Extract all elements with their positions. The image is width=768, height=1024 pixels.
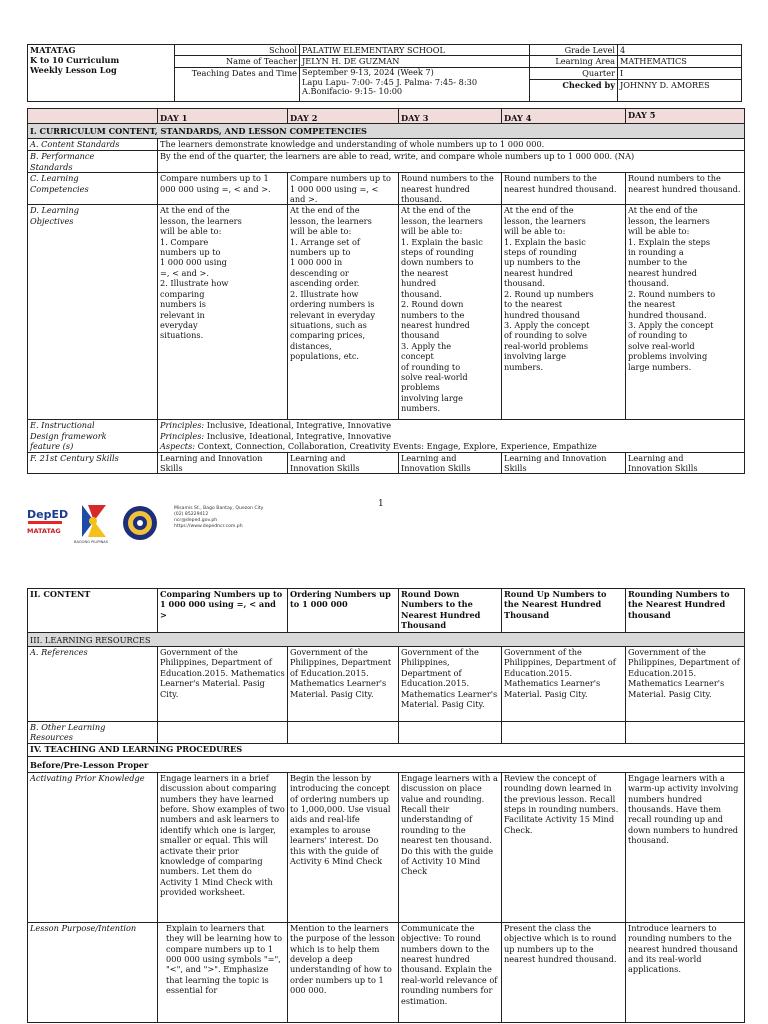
page-2: [0, 575, 768, 1024]
deped-seal-graphic: [122, 505, 158, 541]
purpose-day-2: Mention to the learners the purpose of the lesson which is to help them develop a deep understanding of how to order numbers up to 1 000 000.: [288, 922, 399, 1022]
header-table: [27, 44, 742, 102]
content-table: [27, 588, 745, 1023]
other-resources-day-5: [626, 722, 745, 744]
reference-day-5: Government of the Philippines, Department of Education.2015. Mathematics Learner's Material. Pasig City.: [626, 647, 745, 722]
address-line-1: Misamis St., Bago Bantay, Quezon City: [174, 506, 264, 511]
content-day-3: Round Down Numbers to the Nearest Hundred Thousand: [399, 589, 502, 633]
footer-address: [174, 506, 263, 530]
other-resources-day-2: [288, 722, 399, 744]
other-resources-day-4: [502, 722, 626, 744]
purpose-day-1: Explain to learners that they will be learning how to compare numbers up to 1 000 000 using symbols "=", "<", and ">". Emphasize that learning the topic is essential for: [158, 922, 288, 1022]
day-header-blank: [28, 109, 158, 124]
activating-day-1: Engage learners in a brief discussion about comparing numbers they have learned before. Show examples of two numbers and ask learners to identify which one is larger, smaller or equal. This will activate their prior knowledge of comparing numbers. Let them do Activity 1 Mind Check with provided worksheet.: [158, 772, 288, 922]
aspects-label: Aspects:: [160, 441, 196, 452]
aspects-value: Context, Connection, Collaboration, Creativity Events: Engage, Explore, Experience, Empathize: [195, 441, 597, 452]
footer-logos: [26, 499, 426, 547]
activating-day-3: Engage learners with a discussion on place value and rounding. Recall their understanding of rounding to the nearest ten thousand. Do this with the guide of Activity 10 Mind Check: [399, 772, 502, 922]
section-4-subtitle: Before/Pre-Lesson Proper: [28, 756, 745, 772]
day-header-3: DAY 3: [399, 109, 502, 124]
deped-seal: [122, 505, 158, 541]
purpose-day-5: Introduce learners to rounding numbers to the nearest hundred thousand and its real-world applications.: [626, 922, 745, 1022]
competencies-label: C. Learning Competencies: [28, 173, 158, 205]
address-line-2: (02) 85229412: [174, 512, 209, 517]
principles-value: Inclusive, Ideational, Integrative, Innovative: [204, 420, 392, 431]
day-header-5: DAY 5: [626, 109, 745, 124]
skills-day-4: Learning and Innovation Skills: [502, 452, 626, 474]
content-day-4: Round Up Numbers to the Nearest Hundred Thousand: [502, 589, 626, 633]
activating-day-5: Engage learners with a warm-up activity involving numbers hundred thousands. Have them recall rounding up and down numbers to hundred thousand.: [626, 772, 745, 922]
activating-day-2: Begin the lesson by introducing the concept of ordering numbers up to 1,000,000. Use visual aids and real-life examples to arouse learners' interest. Do this with the guide of Activity 6 Mind Check: [288, 772, 399, 922]
page-gap: [0, 555, 768, 575]
section-1-title: I. CURRICULUM CONTENT, STANDARDS, AND LESSON COMPETENCIES: [28, 124, 745, 139]
grade-label: Grade Level: [530, 45, 618, 56]
reference-day-4: Government of the Philippines, Department of Education.2015. Mathematics Learner's Material. Pasig City.: [502, 647, 626, 722]
instructional-label: E. Instructional Design framework feature (s): [28, 420, 158, 452]
page-number: 1: [378, 499, 384, 509]
principles-value-2: Inclusive, Ideational, Integrative, Innovative: [204, 430, 392, 441]
dates-value: September 9-13, 2024 (Week 7) Lapu Lapu- 7:00- 7:45 J. Palma- 7:45- 8:30 A.Bonifacio- 9:15- 10:00: [300, 67, 530, 101]
address-line-4: https://www.depedncr.com.ph: [174, 524, 243, 529]
header-title: [28, 45, 175, 102]
school-label: School: [175, 45, 300, 56]
skills-day-3: Learning and Innovation Skills: [399, 452, 502, 474]
dates-label: Teaching Dates and Time: [175, 67, 300, 101]
bagong-pilipinas-text: BAGONG PILIPINAS: [74, 540, 109, 544]
teacher-value: JELYN H. DE GUZMAN: [300, 56, 530, 67]
quarter-value: I: [618, 67, 742, 79]
content-label: II. CONTENT: [28, 589, 158, 633]
purpose-day-3: Communicate the objective: To round numbers down to the nearest hundred thousand. Explain the real-world relevance of rounding numbers for estimation.: [399, 922, 502, 1022]
header-title-line-1: MATATAG: [30, 45, 76, 55]
day-header-1: DAY 1: [158, 109, 288, 124]
objective-day-2: At the end of the lesson, the learners will be able to: 1. Arrange set of numbers up to 1 000 000 in descending or ascending order. 2. Illustrate how ordering numbers is relevant in everyday situations, such as comparing prices, distances, populations, etc.: [288, 205, 399, 420]
competency-day-2: Compare numbers up to 1 000 000 using =, < and >.: [288, 173, 399, 205]
reference-day-3: Government of the Philippines, Department of Education.2015. Mathematics Learner's Material. Pasig City.: [399, 647, 502, 722]
competency-day-1: Compare numbers up to 1 000 000 using =, < and >.: [158, 173, 288, 205]
principles-label-2: Principles:: [160, 430, 205, 441]
skills-day-5: Learning and Innovation Skills: [626, 452, 745, 474]
references-label: A. References: [28, 647, 158, 722]
reference-day-1: Government of the Philippines, Department of Education.2015. Mathematics Learner's Material. Pasig City.: [158, 647, 288, 722]
other-resources-day-1: [158, 722, 288, 744]
reference-day-2: Government of the Philippines, Department of Education.2015. Mathematics Learner's Material. Pasig City.: [288, 647, 399, 722]
quarter-label: Quarter: [530, 67, 618, 79]
skills-label: F. 21st Century Skills: [28, 452, 158, 474]
principles-line-1: [160, 420, 742, 430]
teacher-label: Name of Teacher: [175, 56, 300, 67]
aspects-line: [160, 441, 742, 451]
skills-day-1: Learning and Innovation Skills: [158, 452, 288, 474]
other-resources-label: B. Other Learning Resources: [28, 722, 158, 744]
objective-day-4: At the end of the lesson, the learners will be able to: 1. Explain the basic steps of rounding up numbers to the nearest hundred thousand. 2. Round up numbers to the nearest hundred thousand 3. Apply the concept of rounding to solve real-world problems involving large numbers.: [502, 205, 626, 420]
content-day-5: Rounding Numbers to the Nearest Hundred thousand: [626, 589, 745, 633]
header-title-line-2: K to 10 Curriculum: [30, 55, 120, 65]
deped-logo-text: DepED: [27, 508, 69, 521]
deped-logo: [26, 503, 69, 537]
checked-label: Checked by: [530, 79, 618, 101]
day-header-2: DAY 2: [288, 109, 399, 124]
address-line-3: ncr@deped.gov.ph: [174, 518, 218, 523]
objective-day-1: At the end of the lesson, the learners will be able to: 1. Compare numbers up to 1 000 000 using =, < and >. 2. Illustrate how comparing numbers is relevant in everyday situations.: [158, 205, 288, 420]
resources-title: III. LEARNING RESOURCES: [28, 633, 745, 647]
grade-value: 4: [618, 45, 742, 56]
objectives-label: D. Learning Objectives: [28, 205, 158, 420]
objective-day-5: At the end of the lesson, the learners will be able to: 1. Explain the steps in rounding a number to the nearest hundred thousand. 2. Round numbers to the nearest hundred thousand. 3. Apply the concept of rounding to solve real-world problems involving large numbers.: [626, 205, 745, 420]
content-standards-value: The learners demonstrate knowledge and understanding of whole numbers up to 1 000 000.: [158, 139, 745, 151]
header-title-line-3: Weekly Lesson Log: [30, 65, 117, 75]
performance-value: By the end of the quarter, the learners are able to read, write, and compare whole numbers up to 1 000 000. (NA): [158, 151, 745, 173]
competency-day-5: Round numbers to the nearest hundred thousand.: [626, 173, 745, 205]
curriculum-table: [27, 108, 745, 474]
content-standards-label: A. Content Standards: [28, 139, 158, 151]
competency-day-4: Round numbers to the nearest hundred thousand.: [502, 173, 626, 205]
school-value: PALATIW ELEMENTARY SCHOOL: [300, 45, 530, 56]
purpose-day-4: Present the class the objective which is to round up numbers up to the nearest hundred thousand.: [502, 922, 626, 1022]
content-day-2: Ordering Numbers up to 1 000 000: [288, 589, 399, 633]
purpose-label: Lesson Purpose/Intention: [28, 922, 158, 1022]
section-4-title: IV. TEACHING AND LEARNING PROCEDURES: [28, 743, 745, 756]
objective-day-3: At the end of the lesson, the learners will be able to: 1. Explain the basic steps of rounding down numbers to the nearest hundred thousand. 2. Round down numbers to the nearest hundred thousand 3. Apply the concept of rounding to solve real-world problems involving large numbers.: [399, 205, 502, 420]
performance-label: B. Performance Standards: [28, 151, 158, 173]
bagong-pilipinas-graphic: [74, 501, 114, 545]
bagong-pilipinas-logo: [74, 501, 114, 545]
deped-logo-graphic: [26, 503, 69, 537]
instructional-value: [158, 420, 745, 452]
principles-label: Principles:: [160, 420, 205, 431]
skills-day-2: Learning and Innovation Skills: [288, 452, 399, 474]
checked-value: JOHNNY D. AMORES: [618, 79, 742, 101]
activating-label: Activating Prior Knowledge: [28, 772, 158, 922]
activating-day-4: Review the concept of rounding down learned in the previous lesson. Recall steps in rounding numbers. Facilitate Activity 15 Mind Check.: [502, 772, 626, 922]
other-resources-day-3: [399, 722, 502, 744]
matatag-logo-text: MATATAG: [27, 527, 61, 535]
principles-line-2: [160, 431, 742, 441]
content-day-1: Comparing Numbers up to 1 000 000 using =, < and >: [158, 589, 288, 633]
competency-day-3: Round numbers to the nearest hundred thousand.: [399, 173, 502, 205]
day-header-4: DAY 4: [502, 109, 626, 124]
area-label: Learning Area: [530, 56, 618, 67]
area-value: MATHEMATICS: [618, 56, 742, 67]
